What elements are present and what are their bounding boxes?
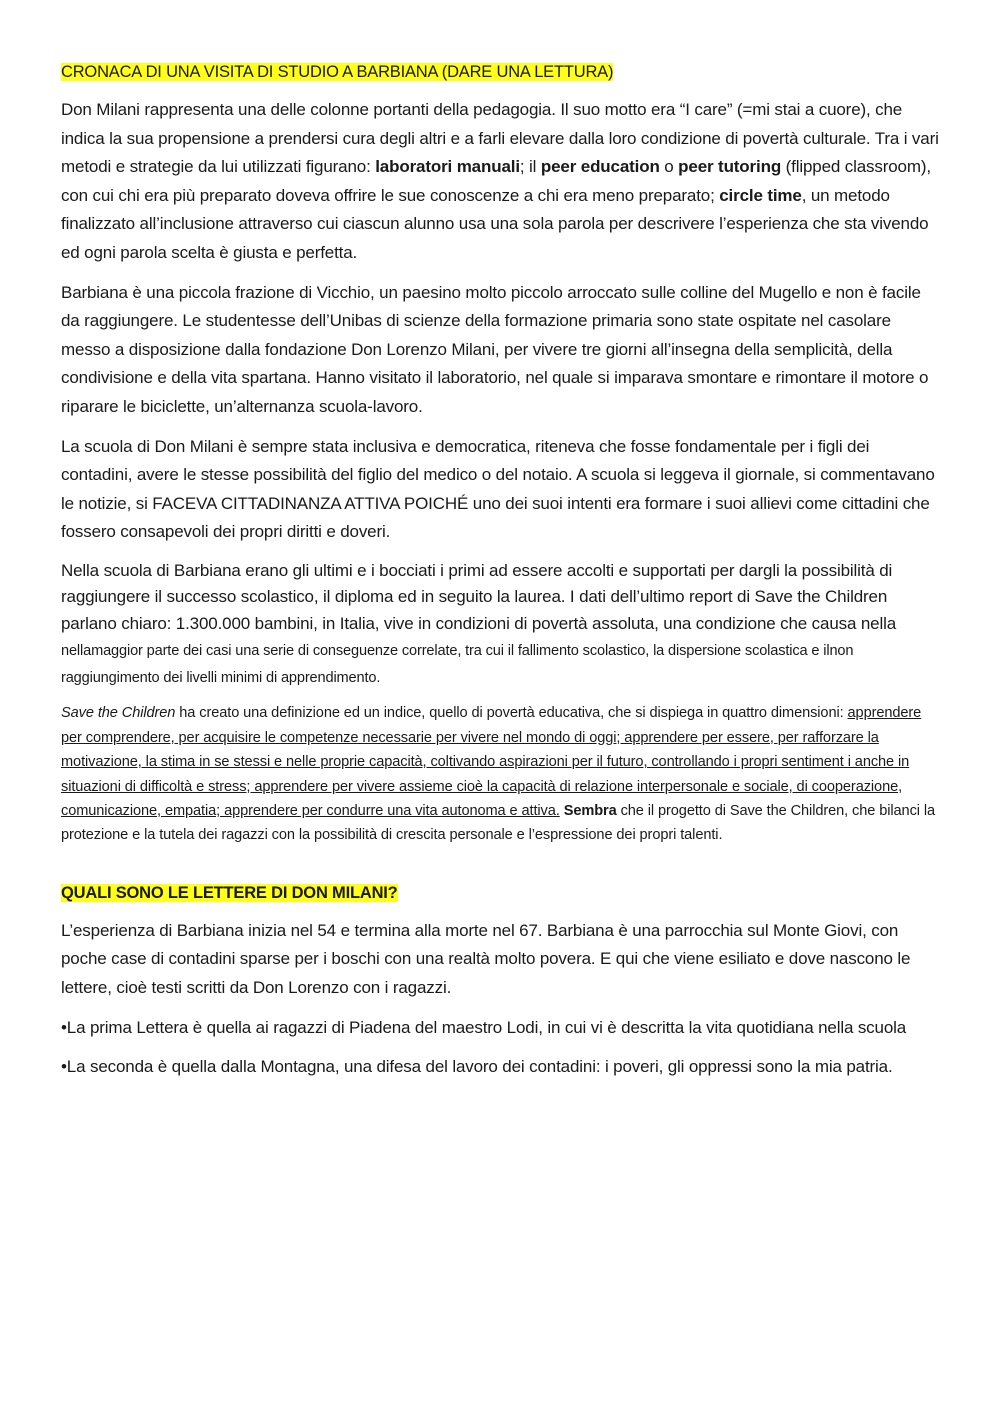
underlined-dimensions: apprendere per comprendere, per acquisire le competenze necessarie per vivere nel mondo di oggi; apprendere per essere, per rafforzare la motivazione, la stima in se stessi e nelle proprie capacità, coltivando aspirazioni per il futuro, controllando i propri sentiment i anche in situazioni di difficoltà e stress; apprendere per vivere assieme cioè la capacità di relazione interpersonale e sociale, di cooperazione, comunicazione, empatia; apprendere per condurre una vita autonoma e attiva.: [61, 705, 922, 820]
paragraph-inclusive-school: La scuola di Don Milani è sempre stata inclusiva e democratica, riteneva che fosse fondamentale per i figli dei contadini, avere le stesse possibilità del figlio del medico o del notaio. A scuola si leggeva il giornale, si commentavano le notizie, si FACEVA CITTADINANZA ATTIVA POICHÉ uno dei suoi intenti era formare i suoi allievi come cittadini che fossero consapevoli dei propri diritti e doveri.: [61, 436, 935, 542]
section-1-heading-wrap: [61, 60, 941, 84]
text-span: ha creato una definizione ed un indice, quello di povertà educativa, che si dispiega in quattro dimensioni:: [175, 705, 848, 722]
section-gap: [61, 859, 941, 881]
text-span: ; il: [519, 157, 541, 177]
text-span: che il progetto di Save the Children, che bilanci la protezione e la tutela dei ragazzi con la possibilità di crescita personale e l’espressione dei propri talenti.: [61, 803, 936, 844]
italic-save-the-children: Save the Children: [61, 705, 176, 722]
text-span: , un metodo finalizzato all’inclusione attraverso cui ciascun alunno usa una sola parola per descrivere l’esperienza che sta vivendo ed ogni parola scelta è giusta e perfetta.: [61, 185, 929, 262]
section-2-heading-wrap: [61, 881, 941, 905]
bold-sembra: Sembra: [559, 803, 617, 820]
bold-term-peer-tutoring: peer tutoring: [678, 157, 782, 177]
paragraph-barbiana-visit: Barbiana è una piccola frazione di Vicchio, un paesino molto piccolo arroccato sulle colline del Mugello e non è facile da raggiungere. Le studentesse dell’Unibas di scienze della formazione primaria sono state ospitate nel casolare messo a disposizione dalla fondazione Don Lorenzo Milani, per vivere tre giorni all’insegna della semplicità, della condivisione e della vita spartana. Hanno visitato il laboratorio, nel quale si imparava smontare e rimontare il motore o riparare le biciclette, un’alternanza scuola-lavoro.: [61, 282, 929, 416]
text-span: Nella scuola di Barbiana erano gli ultimi e i bocciati i primi ad essere accolti e supportati per dargli la possibilità di raggiungere il successo scolastico, il diploma ed in seguito la laurea. I dati dell’ultimo report di Save the Children parlano chiaro: 1.300.000 bambini, in Italia, vive in condizioni di povertà assoluta, una condizione che causa nella: [61, 560, 897, 633]
section-1-heading: CRONACA DI UNA VISITA DI STUDIO A BARBIANA (DARE UNA LETTURA): [61, 63, 614, 81]
document-page: [61, 60, 941, 1093]
paragraph-save-the-children-report: [61, 558, 941, 691]
bold-term-laboratori: laboratori manuali: [375, 157, 520, 177]
text-span: o: [659, 157, 679, 177]
section-2-heading: QUALI SONO LE LETTERE DI DON MILANI?: [61, 883, 398, 902]
text-span: Don Milani rappresenta una delle colonne portanti della pedagogia. Il suo motto era “I care” (=mi stai a cuore), che indica la sua propensione a prendersi cura degli altri e a farli elevare dalla loro condizione di povertà culturale. Tra i vari metodi e strategie da lui utilizzati figurano:: [61, 100, 939, 177]
text-span: (flipped classroom), con cui chi era più preparato doveva offrire le sue conoscenze a chi era meno preparato;: [61, 157, 931, 205]
paragraph-don-milani-intro: [61, 96, 941, 268]
bold-term-circle-time: circle time: [719, 185, 802, 205]
bullet-first-letter: •La prima Lettera è quella ai ragazzi di Piadena del maestro Lodi, in cui vi è descritta la vita quotidiana nella scuola: [61, 1017, 907, 1037]
paragraph-barbiana-experience: L’esperienza di Barbiana inizia nel 54 e termina alla morte nel 67. Barbiana è una parrocchia sul Monte Giovi, con poche case di contadini sparse per i boschi con una realtà molto povera. E qui che viene esiliato e dove nascono le lettere, cioè testi scritti da Don Lorenzo con i ragazzi.: [61, 920, 911, 998]
small-text-span: nellamaggior parte dei casi una serie di conseguenze correlate, tra cui il fallimento scolastico, la dispersione scolastica e ilnon raggiungimento dei livelli minimi di apprendimento.: [61, 643, 854, 686]
paragraph-educational-poverty: [61, 701, 941, 847]
bold-term-peer-education: peer education: [540, 157, 660, 177]
bullet-second-letter: •La seconda è quella dalla Montagna, una difesa del lavoro dei contadini: i poveri, gli oppressi sono la mia patria.: [61, 1057, 893, 1077]
